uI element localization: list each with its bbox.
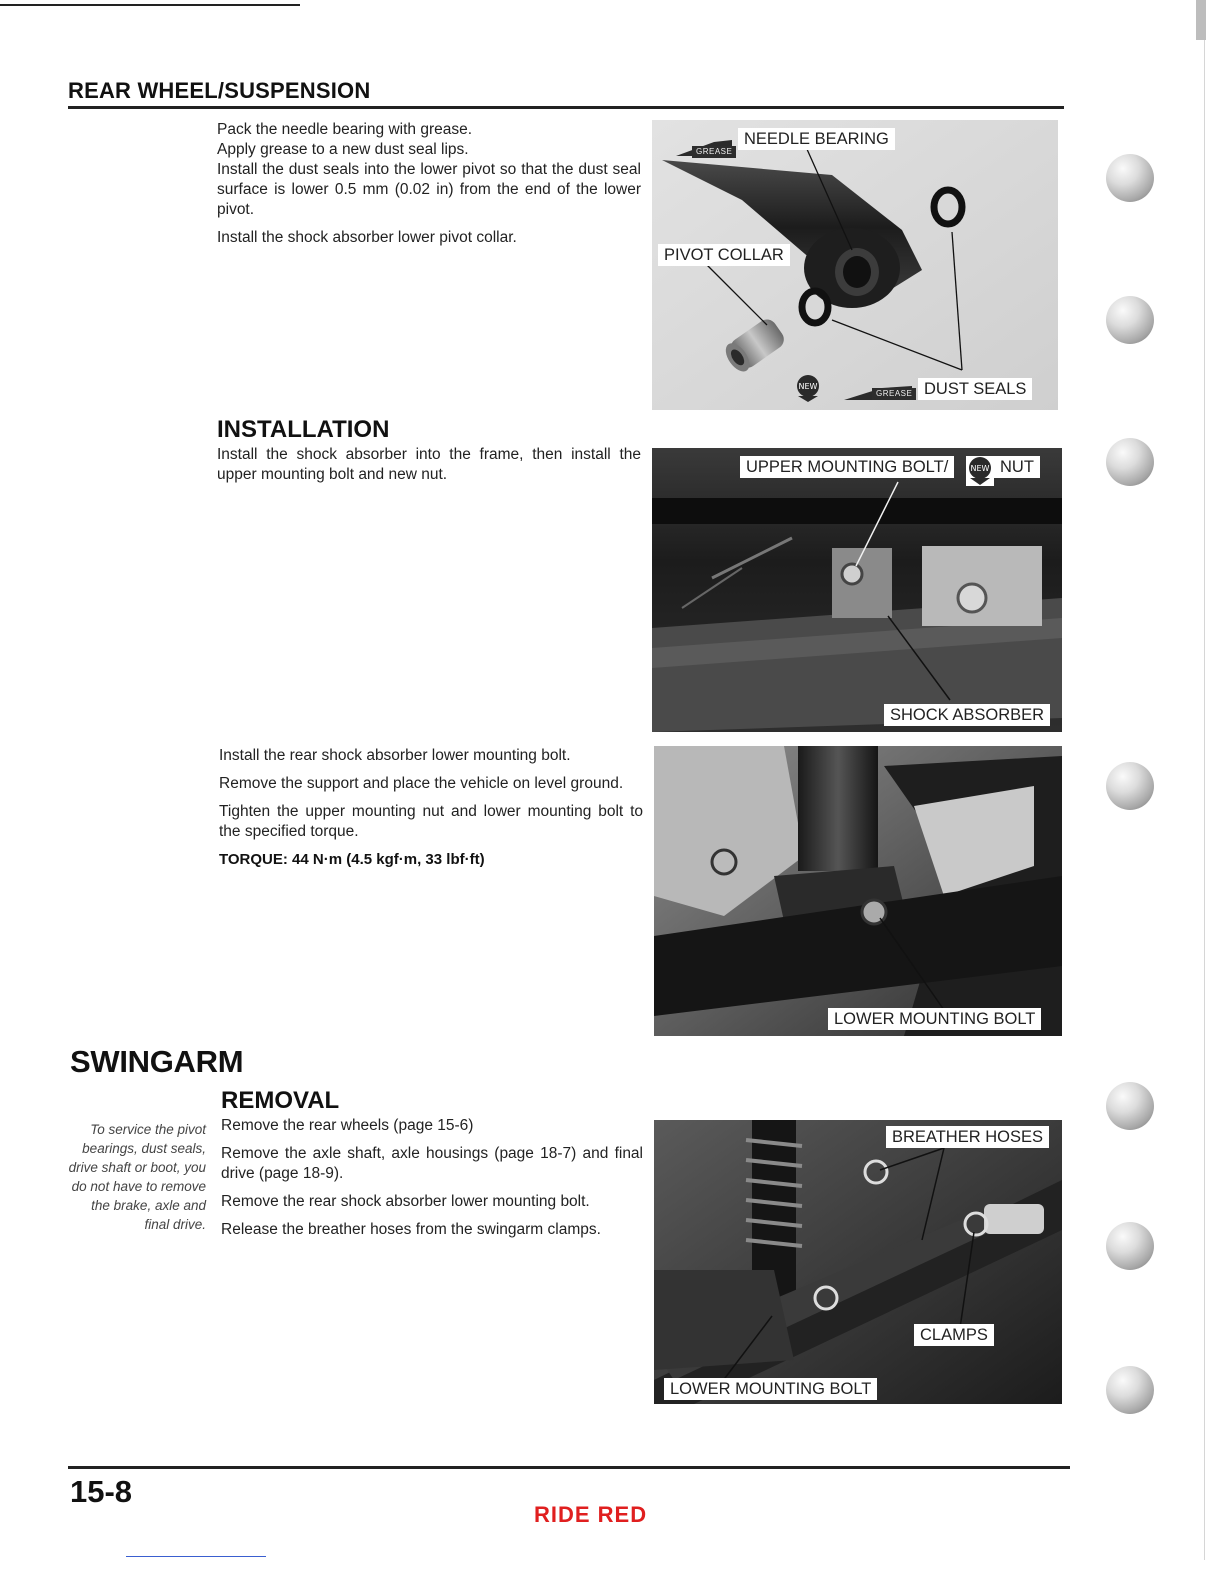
- figure-swingarm-clamps-image: [654, 1120, 1062, 1404]
- binder-hole: [1106, 1082, 1154, 1130]
- new-part-icon: [794, 374, 822, 402]
- figure-needle-bearing: [652, 120, 1058, 410]
- new-tag-text: NEW: [798, 382, 818, 391]
- brand-logo: RIDE RED: [534, 1502, 648, 1527]
- removal-step-1: Remove the rear wheels (page 15-6): [221, 1117, 474, 1134]
- removal-step-3: Remove the rear shock absorber lower mounting bolt.: [221, 1193, 590, 1210]
- grease-tag: GREASE: [692, 146, 736, 158]
- intro-text: [217, 120, 641, 256]
- label-breather-hoses: BREATHER HOSES: [886, 1126, 1049, 1148]
- installation-heading: INSTALLATION: [217, 416, 390, 443]
- page-number: 15-8: [70, 1474, 133, 1509]
- label-clamps: CLAMPS: [914, 1324, 994, 1346]
- binder-hole: [1106, 154, 1154, 202]
- grease-icon: [842, 378, 916, 402]
- figure-lower-mounting-image: [654, 746, 1062, 1036]
- removal-step-2: Remove the axle shaft, axle housings (page 18-7) and final drive (page 18-9).: [221, 1145, 643, 1182]
- figure-swingarm-clamps: [654, 1120, 1062, 1404]
- torque-spec: TORQUE: 44 N·m (4.5 kgf·m, 33 lbf·ft): [219, 851, 485, 868]
- figure-upper-mounting-image: [652, 448, 1062, 732]
- label-pivot-collar: PIVOT COLLAR: [658, 244, 790, 266]
- page-edge-mark: [1196, 0, 1206, 40]
- swingarm-heading: SWINGARM: [70, 1044, 244, 1079]
- footer-rule: [68, 1466, 1070, 1469]
- figure-lower-mounting: [654, 746, 1062, 1036]
- removal-heading: REMOVAL: [221, 1087, 340, 1114]
- step-tighten: Tighten the upper mounting nut and lower mounting bolt to the specified torque.: [219, 803, 643, 840]
- label-shock-absorber: SHOCK ABSORBER: [884, 704, 1050, 726]
- lower-steps: [219, 746, 643, 878]
- intro-line-3: Install the dust seals into the lower pivot so that the dust seal surface is lower 0.5 mm (0.02 in) from the end of the lower pivot.: [217, 161, 641, 218]
- bottom-link-underline: [126, 1556, 266, 1557]
- new-part-icon: [966, 456, 994, 486]
- binder-hole: [1106, 1222, 1154, 1270]
- label-lower-mounting-bolt: LOWER MOUNTING BOLT: [828, 1008, 1041, 1030]
- page-edge-line: [1204, 40, 1205, 1560]
- section-title: REAR WHEEL/SUSPENSION: [68, 78, 371, 103]
- removal-steps: [221, 1116, 643, 1248]
- grease-icon: [674, 132, 736, 158]
- header-rule: [68, 106, 1064, 109]
- new-tag-text: NEW: [970, 464, 990, 473]
- removal-step-4: Release the breather hoses from the swingarm clamps.: [221, 1221, 601, 1238]
- binder-hole: [1106, 762, 1154, 810]
- label-upper-mounting-bolt: UPPER MOUNTING BOLT/: [740, 456, 954, 478]
- intro-line-1: Pack the needle bearing with grease.: [217, 121, 473, 138]
- grease-tag: GREASE: [872, 388, 916, 400]
- installation-text: Install the shock absorber into the frame, then install the upper mounting bolt and new nut.: [217, 446, 641, 483]
- label-lower-mounting-bolt: LOWER MOUNTING BOLT: [664, 1378, 877, 1400]
- figure-upper-mounting: [652, 448, 1062, 732]
- label-needle-bearing: NEEDLE BEARING: [738, 128, 895, 150]
- side-note: To service the pivot bearings, dust seals, drive shaft or boot, you do not have to remove the brake, axle and final drive.: [68, 1122, 206, 1232]
- top-rule: [0, 4, 300, 6]
- step-remove-support: Remove the support and place the vehicle on level ground.: [219, 775, 624, 792]
- intro-p2: Install the shock absorber lower pivot collar.: [217, 229, 517, 246]
- binder-hole: [1106, 1366, 1154, 1414]
- label-nut: NUT: [994, 456, 1040, 478]
- binder-hole: [1106, 296, 1154, 344]
- label-dust-seals: DUST SEALS: [918, 378, 1032, 400]
- intro-line-2: Apply grease to a new dust seal lips.: [217, 141, 469, 158]
- step-install-lower-bolt: Install the rear shock absorber lower mounting bolt.: [219, 747, 571, 764]
- binder-hole: [1106, 438, 1154, 486]
